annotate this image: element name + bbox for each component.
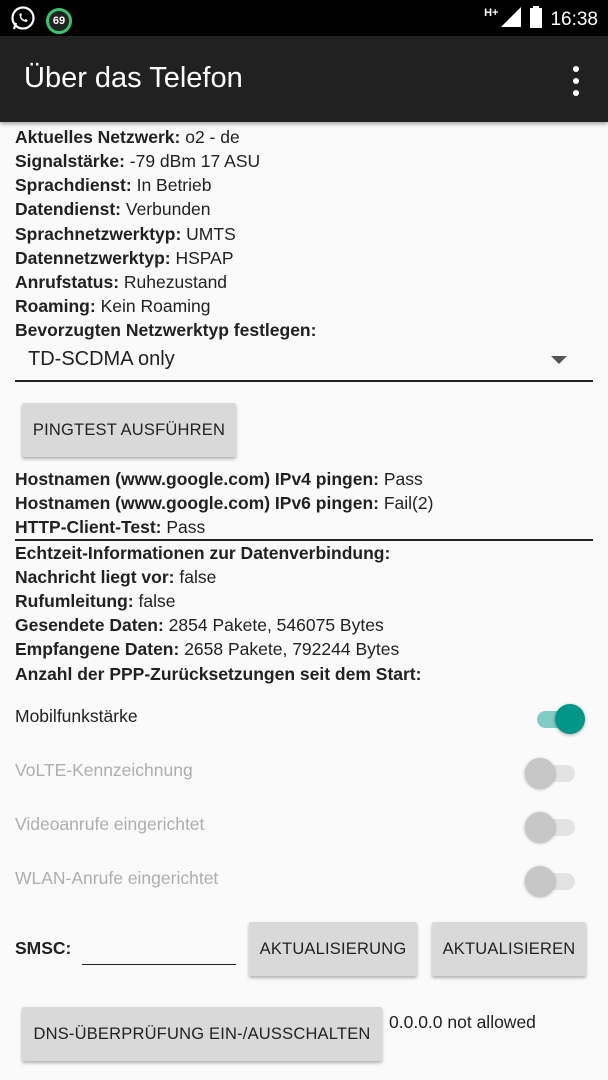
switch-thumb xyxy=(525,866,555,896)
info-key: Empfangene Daten: xyxy=(15,639,180,659)
info-value: Pass xyxy=(383,469,423,489)
info-key: Sprachdienst: xyxy=(15,175,132,195)
info-key: Nachricht liegt vor: xyxy=(15,567,175,587)
info-row xyxy=(15,294,211,318)
info-row xyxy=(15,125,240,149)
ping-test-button[interactable]: PINGTEST AUSFÜHREN xyxy=(22,403,236,457)
dropdown-arrow-icon xyxy=(551,356,567,364)
switch-label: WLAN-Anrufe eingerichtet xyxy=(15,868,219,888)
info-row xyxy=(15,541,390,565)
info-key: Anrufstatus: xyxy=(15,272,120,292)
info-value: Kein Roaming xyxy=(100,296,211,316)
info-value: Verbunden xyxy=(125,199,211,219)
network-type: H xyxy=(484,7,493,19)
info-row xyxy=(15,589,175,613)
info-key: Bevorzugten Netzwerktyp festlegen: xyxy=(15,320,317,340)
switch-row[interactable] xyxy=(15,698,593,738)
network-type-label xyxy=(484,7,498,19)
info-value: o2 - de xyxy=(185,127,240,147)
info-value: UMTS xyxy=(186,224,236,244)
switch-label: VoLTE-Kennzeichnung xyxy=(15,760,193,780)
info-key: Datennetzwerktyp: xyxy=(15,248,171,268)
info-value: HSPAP xyxy=(175,248,234,268)
smsc-refresh-button[interactable]: AKTUALISIERUNG xyxy=(249,922,417,976)
signal-icon xyxy=(500,6,522,34)
clock: 16:38 xyxy=(550,9,598,30)
notification-badge-icon: 69 xyxy=(46,8,72,34)
battery-icon xyxy=(530,6,542,34)
page-title: Über das Telefon xyxy=(24,62,243,94)
info-value: In Betrieb xyxy=(136,175,212,195)
info-row xyxy=(15,613,384,637)
info-key: HTTP-Client-Test: xyxy=(15,517,162,537)
switch-thumb xyxy=(525,812,555,842)
smsc-input[interactable] xyxy=(82,934,236,965)
smsc-label: SMSC: xyxy=(15,938,72,958)
switch-row xyxy=(15,806,593,846)
info-key: Hostnamen (www.google.com) IPv4 pingen: xyxy=(15,469,379,489)
network-type-sup: + xyxy=(492,7,499,19)
info-key: Roaming: xyxy=(15,296,96,316)
info-value: Fail(2) xyxy=(383,493,434,513)
info-row xyxy=(15,491,433,515)
status-bar xyxy=(0,0,608,36)
dns-check-toggle-button[interactable]: DNS-ÜBERPRÜFUNG EIN-/AUSSCHALTEN xyxy=(22,1007,382,1061)
info-row xyxy=(15,270,227,294)
switch-label: Mobilfunkstärke xyxy=(15,706,138,726)
info-key: Sprachnetzwerktyp: xyxy=(15,224,182,244)
network-type-spinner[interactable] xyxy=(15,342,593,382)
info-value: Ruhezustand xyxy=(123,272,228,292)
info-row xyxy=(15,565,216,589)
info-row xyxy=(15,149,260,173)
info-key: Echtzeit-Informationen zur Datenverbindung: xyxy=(15,543,391,563)
spinner-selected-value: TD-SCDMA only xyxy=(28,348,175,370)
info-value: Pass xyxy=(166,517,206,537)
info-row xyxy=(15,246,234,270)
info-key: Hostnamen (www.google.com) IPv6 pingen: xyxy=(15,493,379,513)
dns-status-text: 0.0.0.0 not allowed xyxy=(389,1012,536,1032)
app-bar xyxy=(0,36,608,122)
switch-thumb xyxy=(525,758,555,788)
smsc-update-button[interactable]: AKTUALISIEREN xyxy=(432,922,586,976)
switch-row xyxy=(15,860,593,900)
info-key: Gesendete Daten: xyxy=(15,615,164,635)
info-value: false xyxy=(138,591,176,611)
info-key: Anzahl der PPP-Zurücksetzungen seit dem Start: xyxy=(15,664,422,684)
info-row xyxy=(15,637,399,661)
overflow-menu-icon[interactable] xyxy=(566,66,586,96)
switch-row xyxy=(15,752,593,792)
info-value: 2854 Pakete, 546075 Bytes xyxy=(168,615,384,635)
info-value: 2658 Pakete, 792244 Bytes xyxy=(184,639,400,659)
info-row xyxy=(15,515,205,539)
info-row xyxy=(15,173,211,197)
switch-thumb[interactable] xyxy=(555,704,585,734)
info-key: Aktuelles Netzwerk: xyxy=(15,127,181,147)
info-row xyxy=(15,197,211,221)
info-row xyxy=(15,467,423,491)
info-key: Signalstärke: xyxy=(15,151,125,171)
info-key: Rufumleitung: xyxy=(15,591,134,611)
info-value: -79 dBm 17 ASU xyxy=(129,151,261,171)
info-row xyxy=(15,222,236,246)
info-value: false xyxy=(179,567,217,587)
info-row xyxy=(15,662,421,686)
info-key: Datendienst: xyxy=(15,199,121,219)
switch-label: Videoanrufe eingerichtet xyxy=(15,814,205,834)
whatsapp-icon xyxy=(10,5,36,36)
info-row xyxy=(15,318,316,342)
